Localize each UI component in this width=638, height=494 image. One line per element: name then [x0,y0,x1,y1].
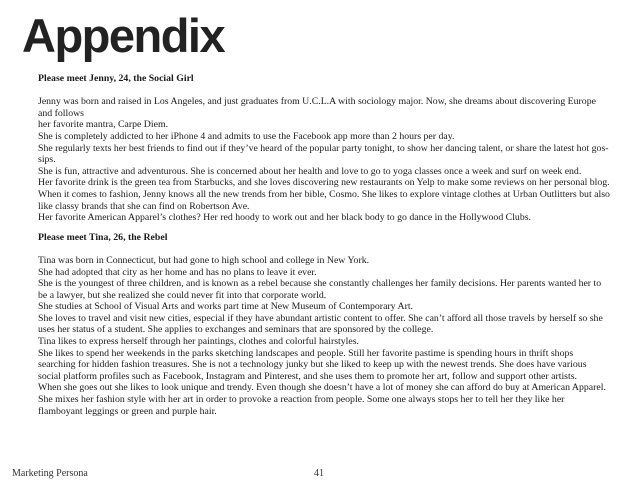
persona-line: She is completely addicted to her iPhone 4 and admits to use the Facebook app more than 2 hours per day. [38,130,455,142]
persona-line: She likes to spend her weekends in the parks sketching landscapes and people. Still her favorite pastime is spending hours in thrift shops searching for hidden fashion treasures. She is not a technology junky but she liked to keep up with the newest trends. She does have various social platform profiles such as Facebook, Instagram and Pinterest, and she uses them to promote her art, follow and support other artists. [38,347,587,382]
persona-line: She is the youngest of three children, and is known as a rebel because she constantly challenges her family decisions. Her parents wanted her to be a lawyer, but she realized she could never fit into that corporate world. [38,278,602,301]
persona-line: Jenny was born and raised in Los Angeles, and just graduates from U.C.L.A with sociology major. Now, she dreams about discovering Europe and follows [38,96,596,119]
persona-heading-jenny: Please meet Jenny, 24, the Social Girl [38,73,194,84]
persona-line: She mixes her fashion style with her art in order to provoke a reaction from people. Some one always stops her to tell her they like her flamboyant leggings or green and purple hair. [38,394,565,417]
persona-line: When she goes out she likes to look unique and trendy. Even though she doesn’t have a lot of money she can afford do buy at American Apparel. [38,382,606,394]
persona-content [38,73,610,417]
persona-line: She had adopted that city as her home and has no plans to leave it ever. [38,266,317,278]
persona-line: When it comes to fashion, Jenny knows all the new trends from her bible, Cosmo. She likes to explore vintage clothes at Urban Outlitters but also like classy brands that she can find on Robertson Ave. [38,188,610,212]
persona-line: Her favorite American Apparel’s clothes? Her red hoody to work out and her black body to go dance in the Hollywood Clubs. [38,212,531,224]
page-number: 41 [314,468,324,479]
persona-line: She is fun, attractive and adventurous. She is concerned about her health and love to go to yoga classes once a week and surf on week end. [38,165,582,177]
persona-line: her favorite mantra, Carpe Diem. [38,119,169,131]
persona-line: Tina likes to express herself through her paintings, clothes and colorful hairstyles. [38,336,359,348]
footer-label: Marketing Persona [12,468,88,479]
persona-heading-tina: Please meet Tina, 26, the Rebel [38,231,168,243]
persona-line: She loves to travel and visit new cities, especial if they have abundant artistic content to offer. She can’t afford all those travels by herself so she uses her status of a student. She applies to exchanges and seminars that are sponsored by the college. [38,312,603,336]
persona-line: She regularly texts her best friends to find out if they’ve heard of the popular party tonight, to show her dancing talent, or share the latest hot gos-sips. [38,142,609,166]
page-title: Appendix [22,9,225,62]
persona-line: She studies at School of Visual Arts and works part time at New Museum of Contemporary Art. [38,301,413,313]
persona-line: Her favorite drink is the green tea from Starbucks, and she loves discovering new restaurants on Yelp to make some reviews on her personal blog. [38,177,610,189]
persona-line: Tina was born in Connecticut, but had gone to high school and college in New York. [38,254,370,266]
